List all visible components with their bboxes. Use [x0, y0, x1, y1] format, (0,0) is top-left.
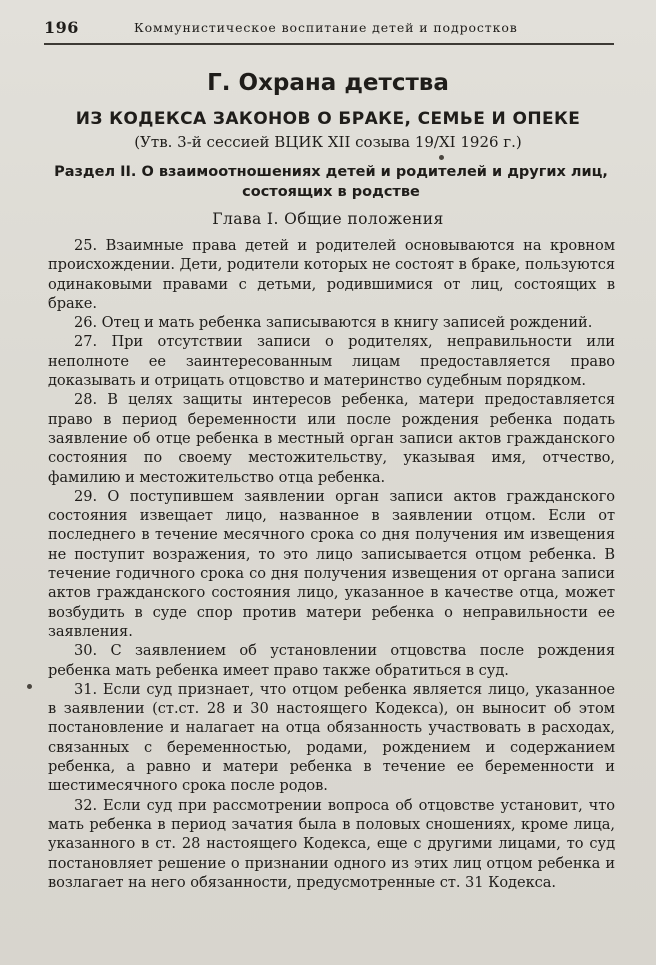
page-header: [44, 18, 614, 42]
header-rule: [44, 43, 614, 45]
code-title: ИЗ КОДЕКСА ЗАКОНОВ О БРАКЕ, СЕМЬЕ И ОПЕКЕ: [75, 109, 581, 129]
article-29: 29. О поступившем заявлении орган записи актов гражданского состояния извещает лицо, названное в заявлении отцом. Если от последнего в течение месячного срока со дня получения им извещения не поступит возражения, то это лицо записывается отцом ребенка. В течение годичного срока со дня получения извещения от органа записи актов гражданского состояния лицо, указанное в качестве отца, может возбудить в суде спор против матери ребенка о неправильности ее заявления.: [48, 487, 615, 640]
part-title: Раздел II. О взаимоотношениях детей и родителей и других лиц, состоящих в родстве: [54, 164, 608, 200]
page-number: 196: [44, 18, 79, 37]
running-head: Коммунистическое воспитание детей и подростков: [134, 20, 518, 35]
article-27: 27. При отсутствии записи о родителях, неправильности или неполноте ее заинтересованным лицам предоставляется право доказывать и отрицать отцовство и материнство судебным порядком.: [48, 333, 615, 390]
article-32: 32. Если суд при рассмотрении вопроса об отцовстве установит, что мать ребенка в период зачатия была в половых сношениях, кроме лица, указанного в ст. 28 настоящего Кодекса, еще с другими лицами, то суд постановляет решение о признании одного из этих лиц отцом ребенка и возлагает на него обязанности, предусмотренные ст. 31 Кодекса.: [48, 796, 615, 891]
article-28: 28. В целях защиты интересов ребенка, матери предоставляется право в период беременности или после рождения ребенка подать заявление об отце ребенка в местный орган записи актов гражданского состояния по своему местожительству, указывая имя, отчество, фамилию и местожительство отца ребенка.: [48, 391, 615, 486]
article-26: 26. Отец и мать ребенка записываются в книгу записей рождений.: [74, 314, 593, 332]
articles-text: [48, 236, 615, 892]
margin-speck: [27, 684, 32, 689]
ink-speck: [439, 155, 444, 160]
article-25: 25. Взаимные права детей и родителей основываются на кровном происхождении. Дети, родители которых не состоят в браке, пользуются одинаковыми правами с детьми, родившимися от лиц, состоящих в браке.: [48, 237, 615, 312]
article-30: 30. С заявлением об установлении отцовства после рождения ребенка мать ребенка имеет право также обратиться в суд.: [48, 642, 615, 679]
article-31: 31. Если суд признает, что отцом ребенка является лицо, указанное в заявлении (ст.ст. 28 и 30 настоящего Кодекса), он выносит об этом постановление и налагает на отца обязанность участвовать в расходах, связанных с беременностью, родами, рождением и содержанием ребенка, а равно и матери ребенка в течение ее беременности и шестимесячного срока после родов.: [48, 680, 615, 795]
section-title: Г. Охрана детства: [207, 70, 449, 96]
chapter-title: Глава I. Общие положения: [212, 210, 444, 228]
approval-note: (Утв. 3-й сессией ВЦИК XII созыва 19/XI 1926 г.): [134, 133, 522, 151]
